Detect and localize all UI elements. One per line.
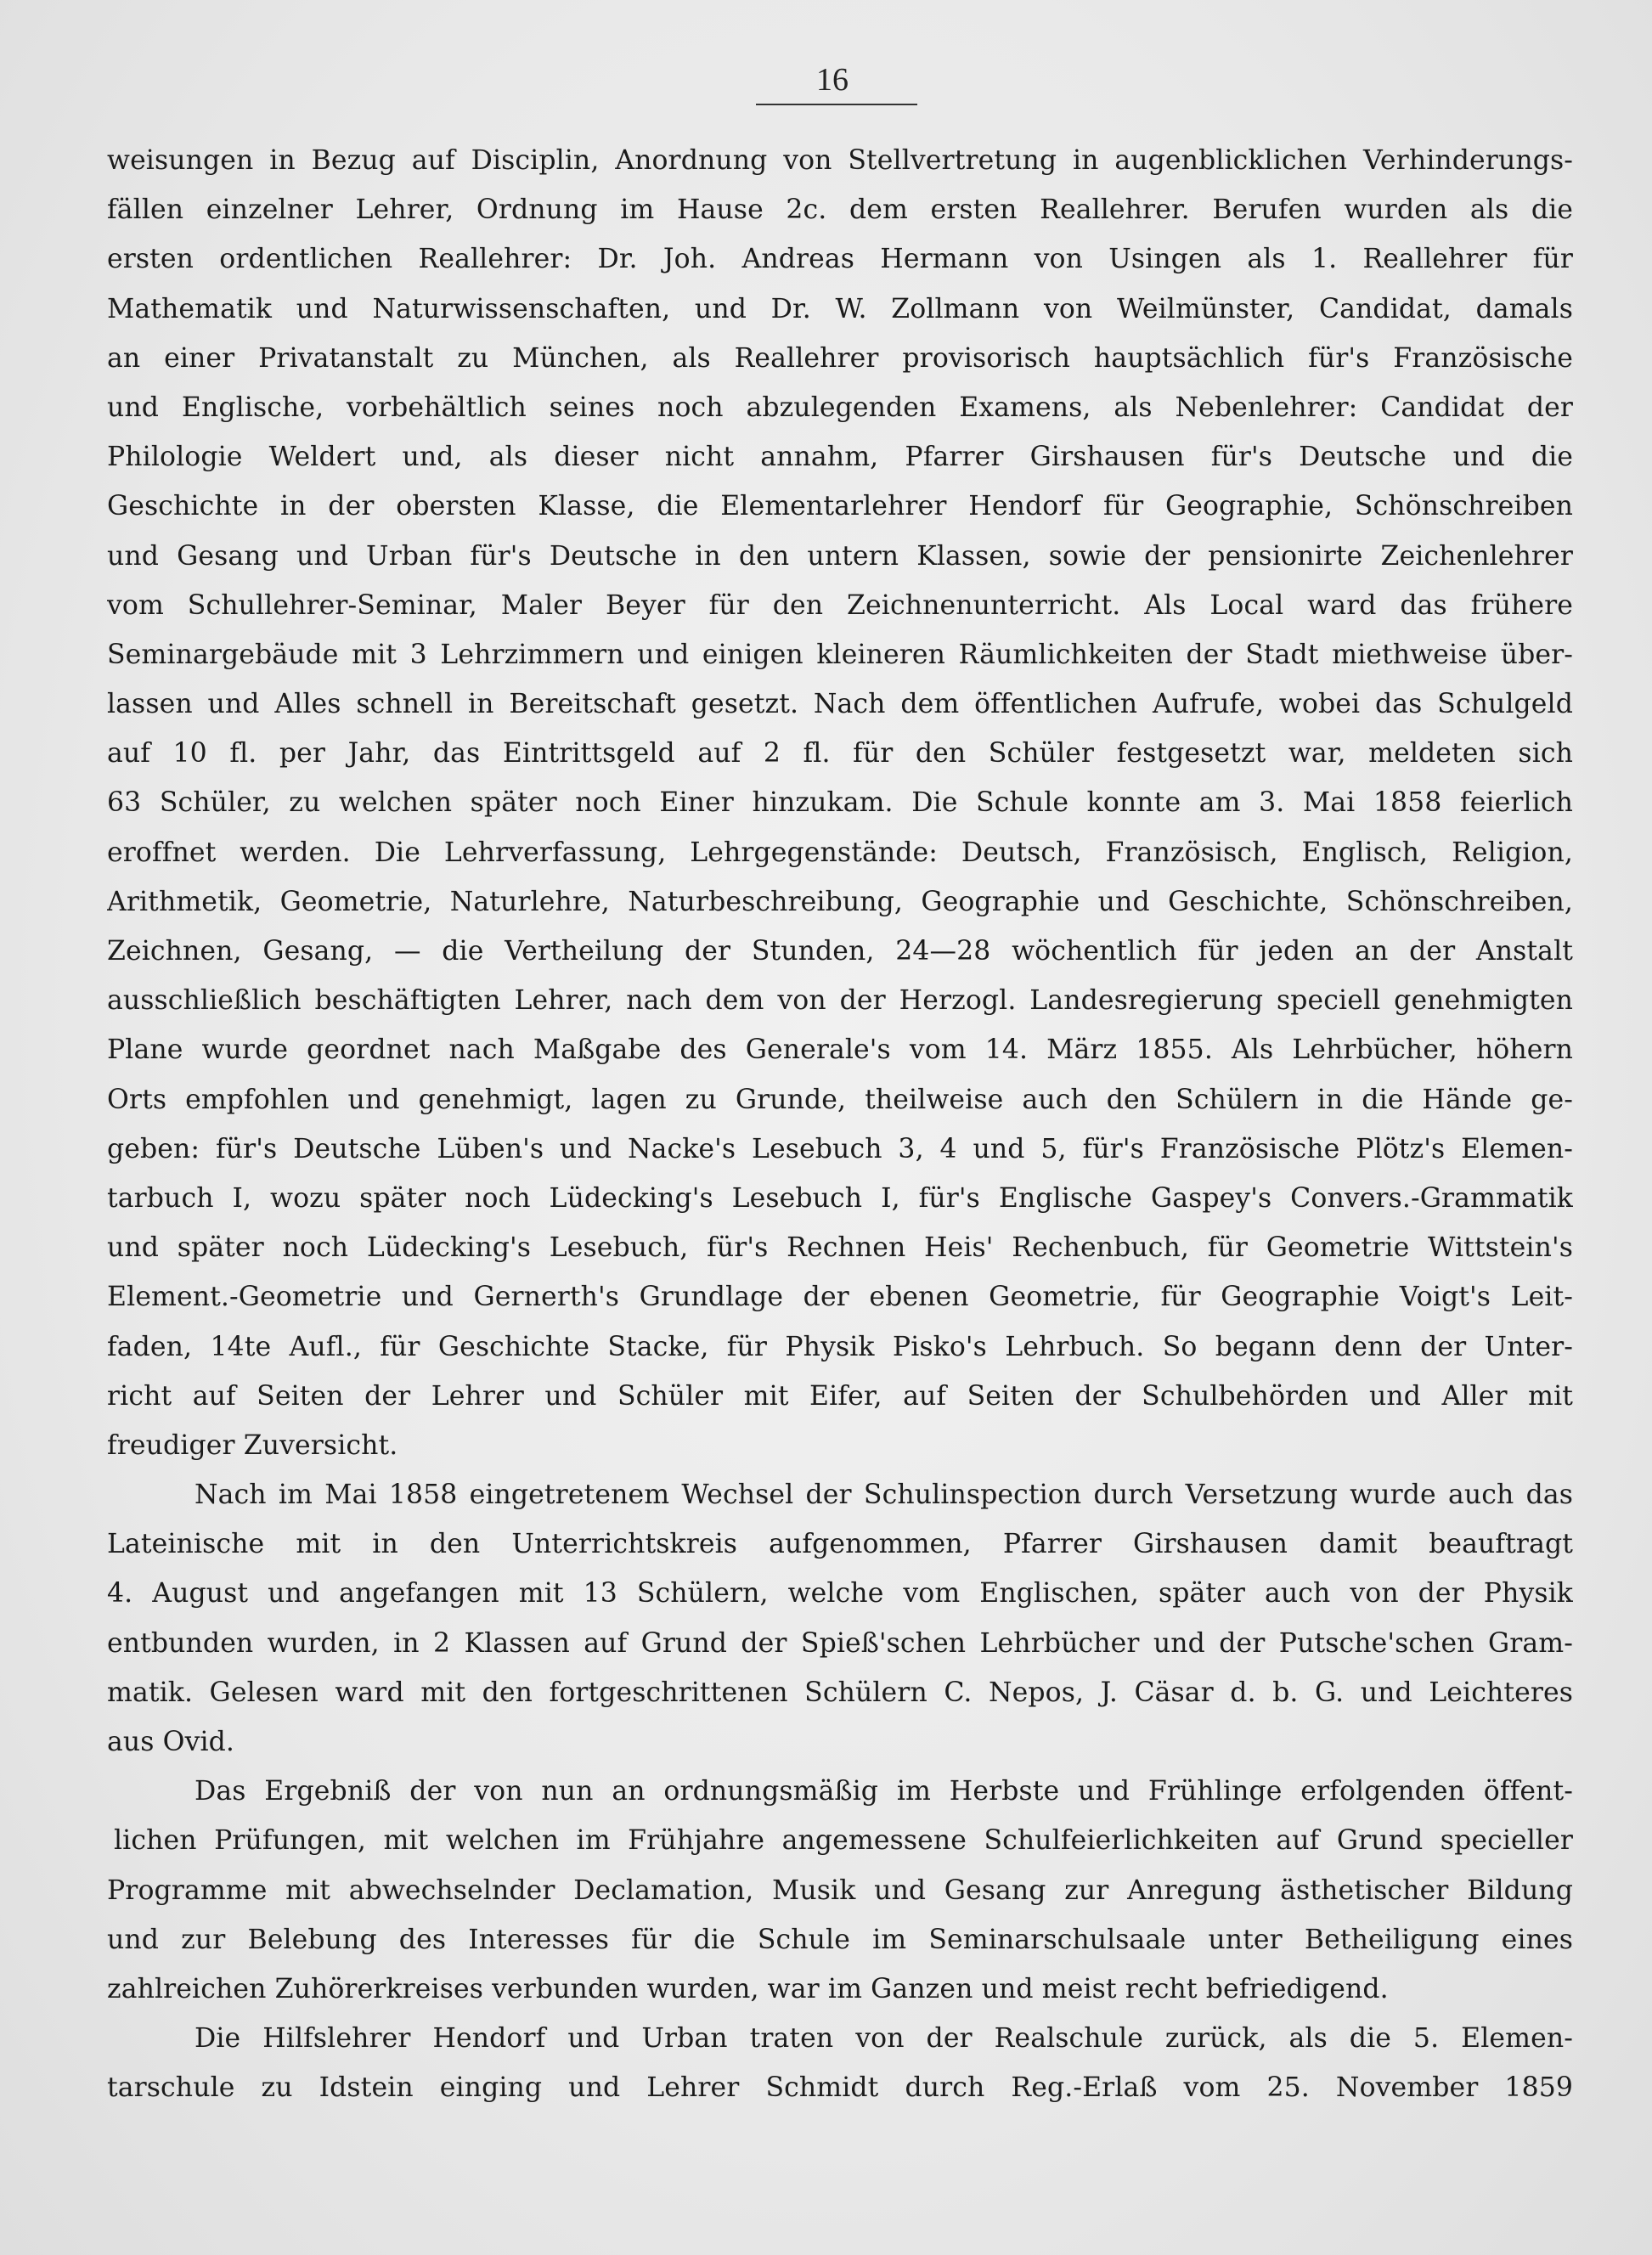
text-line: Element.-Geometrie und Gernerth's Grundlage der ebenen Geometrie, für Geographie Voigt's Leit- [107, 1282, 1573, 1313]
text-line: Arithmetik, Geometrie, Naturlehre, Naturbeschreibung, Geographie und Geschichte, Schönschreiben, [107, 886, 1573, 917]
text-line: weisungen in Bezug auf Disciplin, Anordnung von Stellvertretung in augenblicklichen Verhinderungs- [107, 145, 1573, 176]
text-line: lichen Prüfungen, mit welchen im Frühjahre angemessene Schulfeierlichkeiten auf Grund specieller [114, 1825, 1573, 1857]
text-line: und Englische, vorbehältlich seines noch abzulegenden Examens, als Nebenlehrer: Candidat der [107, 392, 1573, 423]
text-line: Mathematik und Naturwissenschaften, und Dr. W. Zollmann von Weilmünster, Candidat, damals [107, 293, 1573, 324]
text-line: an einer Privatanstalt zu München, als Reallehrer provisorisch hauptsächlich für's Französische [107, 342, 1573, 374]
text-line: Orts empfohlen und genehmigt, lagen zu Grunde, theilweise auch den Schülern in die Hände ge- [107, 1084, 1573, 1115]
text-line: ausschließlich beschäftigten Lehrer, nach dem von der Herzogl. Landesregierung speciell genehmigten [107, 985, 1573, 1017]
text-line: und zur Belebung des Interesses für die Schule im Seminarschulsaale unter Betheiligung eines [107, 1924, 1573, 1955]
text-line: Plane wurde geordnet nach Maßgabe des Generale's vom 14. März 1855. Als Lehrbücher, höhern [107, 1034, 1573, 1066]
text-line: tarschule zu Idstein einging und Lehrer Schmidt durch Reg.-Erlaß vom 25. November 1859 [107, 2072, 1573, 2104]
paragraph-start-line: Das Ergebniß der von nun an ordnungsmäßig im Herbste und Frühlinge erfolgenden öffent- [195, 1776, 1573, 1807]
text-line: Zeichnen, Gesang, — die Vertheilung der Stunden, 24—28 wöchentlich für jeden an der Anstalt [107, 936, 1573, 967]
text-line: Philologie Weldert und, als dieser nicht annahm, Pfarrer Girshausen für's Deutsche und die [107, 442, 1573, 473]
text-line: Programme mit abwechselnder Declamation, Musik und Gesang zur Anregung ästhetischer Bildung [107, 1874, 1573, 1906]
text-line: geben: für's Deutsche Lüben's und Nacke's Lesebuch 3, 4 und 5, für's Französische Plötz's Elemen- [107, 1133, 1573, 1164]
text-line: vom Schullehrer-Seminar, Maler Beyer für den Zeichnenunterricht. Als Local ward das frühere [107, 589, 1573, 621]
paragraph-start-line: Die Hilfslehrer Hendorf und Urban traten von der Realschule zurück, als die 5. Elemen- [195, 2023, 1573, 2055]
text-line: matik. Gelesen ward mit den fortgeschrittenen Schülern C. Nepos, J. Cäsar d. b. G. und Leichteres [107, 1677, 1573, 1708]
page-number: 16 [816, 62, 849, 98]
text-line: 4. August und angefangen mit 13 Schülern, welche vom Englischen, später auch von der Physik [107, 1578, 1573, 1610]
paragraph-end-line: aus Ovid. [107, 1727, 235, 1757]
text-line: und später noch Lüdecking's Lesebuch, für's Rechnen Heis' Rechenbuch, für Geometrie Wittstein's [107, 1232, 1573, 1264]
text-line: 63 Schüler, zu welchen später noch Einer hinzukam. Die Schule konnte am 3. Mai 1858 feierlich [107, 787, 1573, 819]
text-line: und Gesang und Urban für's Deutsche in den untern Klassen, sowie der pensionirte Zeichenlehrer [107, 540, 1573, 572]
text-line: ersten ordentlichen Reallehrer: Dr. Joh. Andreas Hermann von Usingen als 1. Reallehrer für [107, 244, 1573, 275]
paragraph-end-line: zahlreichen Zuhörerkreises verbunden wurden, war im Ganzen und meist recht befriedigend. [107, 1973, 1389, 2004]
text-line: richt auf Seiten der Lehrer und Schüler mit Eifer, auf Seiten der Schulbehörden und Aller mit [107, 1380, 1573, 1412]
text-line: auf 10 fl. per Jahr, das Eintrittsgeld auf 2 fl. für den Schüler festgesetzt war, meldeten sich [107, 738, 1573, 770]
text-line: Lateinische mit in den Unterrichtskreis aufgenommen, Pfarrer Girshausen damit beauftragt [107, 1529, 1573, 1560]
text-line: eroffnet werden. Die Lehrverfassung, Lehrgegenstände: Deutsch, Französisch, Englisch, Religion, [107, 837, 1573, 868]
text-line: entbunden wurden, in 2 Klassen auf Grund der Spieß'schen Lehrbücher und der Putsche'schen Gram- [107, 1627, 1573, 1659]
paragraph-end-line: freudiger Zuversicht. [107, 1429, 398, 1461]
text-line: Geschichte in der obersten Klasse, die Elementarlehrer Hendorf für Geographie, Schönschreiben [107, 491, 1573, 522]
text-line: fällen einzelner Lehrer, Ordnung im Hause 2c. dem ersten Reallehrer. Berufen wurden als die [107, 194, 1573, 226]
header-rule [756, 104, 917, 105]
body-text [107, 136, 1573, 2113]
text-line: tarbuch I, wozu später noch Lüdecking's Lesebuch I, für's Englische Gaspey's Convers.-Grammatik [107, 1182, 1573, 1214]
paragraph-start-line: Nach im Mai 1858 eingetretenem Wechsel der Schulinspection durch Versetzung wurde auch das [195, 1480, 1573, 1511]
text-line: faden, 14te Aufl., für Geschichte Stacke, für Physik Pisko's Lehrbuch. So begann denn der Unter- [107, 1331, 1573, 1362]
text-line: Seminargebäude mit 3 Lehrzimmern und einigen kleineren Räumlichkeiten der Stadt miethweise über- [107, 639, 1573, 670]
text-line: lassen und Alles schnell in Bereitschaft gesetzt. Nach dem öffentlichen Aufrufe, wobei das Schulgeld [107, 689, 1573, 720]
